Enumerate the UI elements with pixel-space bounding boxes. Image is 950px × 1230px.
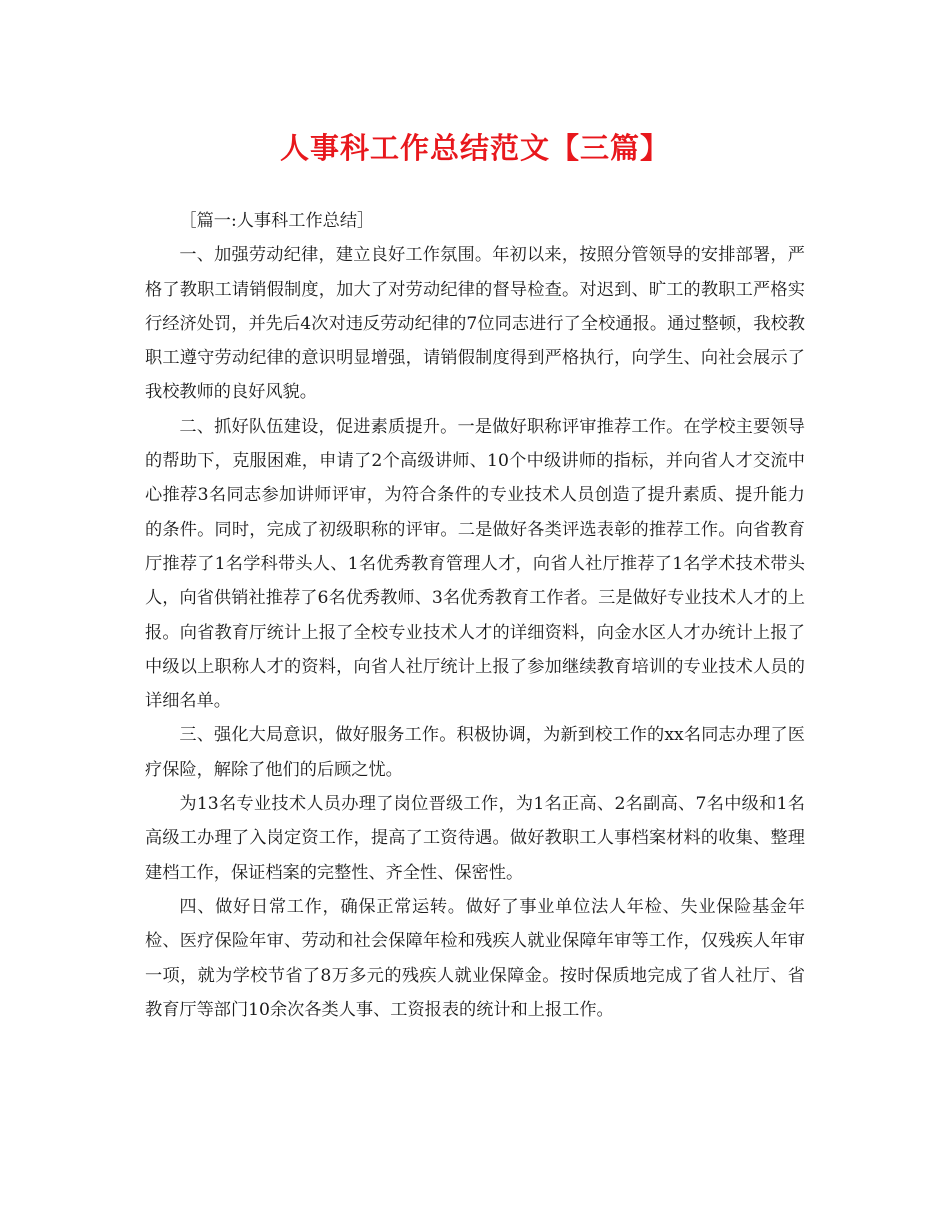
document-body xyxy=(145,204,805,1027)
section-label: ［篇一:人事科工作总结］ xyxy=(179,211,375,231)
document-title: 人事科工作总结范文【三篇】 xyxy=(279,131,670,165)
paragraph-5: 四、做好日常工作，确保正常运转。做好了事业单位法人年检、失业保险基金年检、医疗保险年审、劳动和社会保障年检和残疾人就业保障年审等工作，仅残疾人年审一项，就为学校节省了8万多元的残疾人就业保障金。按时保质地完成了省人社厅、省教育厅等部门10余次各类人事、工资报表的统计和上报工作。 xyxy=(145,896,805,1020)
paragraph-3: 三、强化大局意识，做好服务工作。积极协调，为新到校工作的xx名同志办理了医疗保险，解除了他们的后顾之忧。 xyxy=(145,725,805,780)
paragraph-2: 二、抓好队伍建设，促进素质提升。一是做好职称评审推荐工作。在学校主要领导的帮助下，克服困难，申请了2个高级讲师、10个中级讲师的指标，并向省人才交流中心推荐3名同志参加讲师评审，为符合条件的专业技术人员创造了提升素质、提升能力的条件。同时，完成了初级职称的评审。二是做好各类评选表彰的推荐工作。向省教育厅推荐了1名学科带头人、1名优秀教育管理人才，向省人社厅推荐了1名学术技术带头人，向省供销社推荐了6名优秀教师、3名优秀教育工作者。三是做好专业技术人才的上报。向省教育厅统计上报了全校专业技术人才的详细资料，向金水区人才办统计上报了中级以上职称人才的资料，向省人社厅统计上报了参加继续教育培训的专业技术人员的详细名单。 xyxy=(145,416,805,712)
paragraph-4: 为13名专业技术人员办理了岗位晋级工作，为1名正高、2名副高、7名中级和1名高级工办理了入岗定资工作，提高了工资待遇。做好教职工人事档案材料的收集、整理建档工作，保证档案的完整性、齐全性、保密性。 xyxy=(145,794,805,883)
paragraph-1: 一、加强劳动纪律，建立良好工作氛围。年初以来，按照分管领导的安排部署，严格了教职工请销假制度，加大了对劳动纪律的督导检查。对迟到、旷工的教职工严格实行经济处罚，并先后4次对违反劳动纪律的7位同志进行了全校通报。通过整顿，我校教职工遵守劳动纪律的意识明显增强，请销假制度得到严格执行，向学生、向社会展示了我校教师的良好风貌。 xyxy=(145,245,805,403)
